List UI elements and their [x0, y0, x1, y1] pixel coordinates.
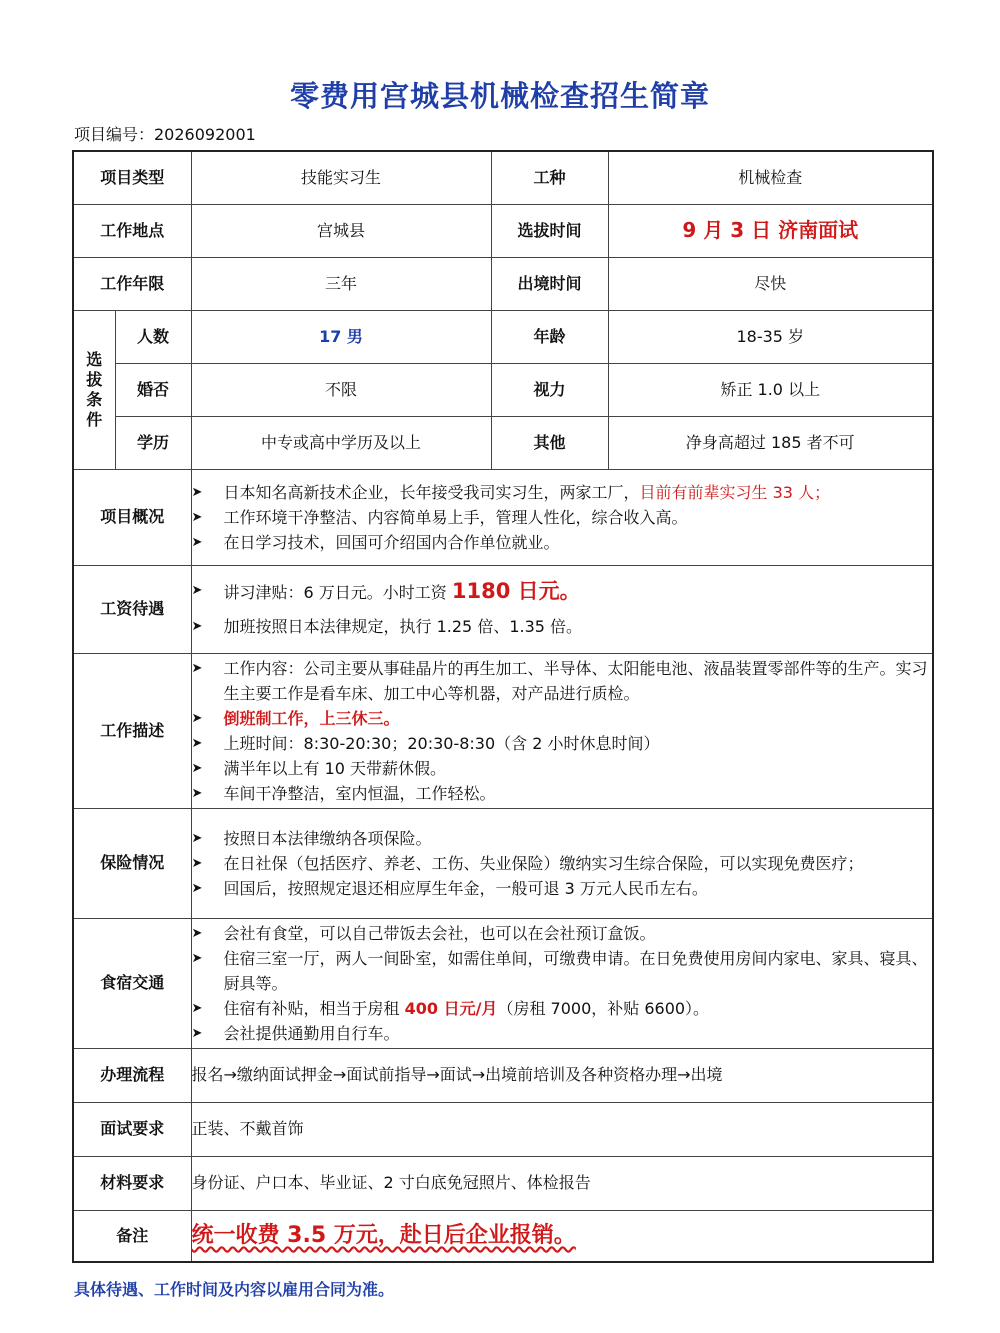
project-type-label: 项目类型 [73, 151, 191, 204]
list-item: ➤ 日本知名高新技术企业，长年接受我司实习生，两家工厂，目前有前辈实习生 33 人； [192, 480, 933, 505]
arrow-bullet-icon: ➤ [191, 950, 203, 966]
arrow-bullet-icon: ➤ [191, 785, 203, 801]
arrow-bullet-icon: ➤ [191, 1025, 203, 1041]
insurance-list [192, 826, 933, 901]
arrow-bullet-icon: ➤ [191, 880, 203, 896]
years-label: 工作年限 [73, 257, 191, 310]
arrow-bullet-icon: ➤ [191, 509, 203, 525]
row-marriage [73, 363, 933, 416]
remarks-value: 统一收费 3.5 万元，赴日后企业报销。 [191, 1223, 576, 1248]
arrow-bullet-icon: ➤ [191, 760, 203, 776]
interview-label: 面试要求 [73, 1102, 191, 1156]
list-item: ➤ 在日社保（包括医疗、养老、工伤、失业保险）缴纳实习生综合保险，可以实现免费医疗； [192, 851, 933, 876]
list-item: ➤ 在日学习技术，回国可介绍国内合作单位就业。 [192, 530, 933, 555]
salary-list [192, 574, 933, 644]
list-item: ➤ 会社有食堂，可以自己带饭去会社，也可以在会社预订盒饭。 [192, 921, 933, 946]
list-item: ➤ 住宿有补贴，相当于房租 400 日元/月（房租 7000，补贴 6600）。 [192, 996, 933, 1021]
insurance-label: 保险情况 [73, 808, 191, 918]
materials-label: 材料要求 [73, 1156, 191, 1210]
years-value: 三年 [191, 257, 491, 310]
list-item: ➤ 工作内容：公司主要从事硅晶片的再生加工、半导体、太阳能电池、液晶装置零部件等的生产。实习生主要工作是看车床、加工中心等机器，对产品进行质检。 [192, 656, 933, 706]
departure-label: 出境时间 [491, 257, 608, 310]
education-label: 学历 [115, 416, 191, 469]
age-label: 年龄 [491, 310, 608, 363]
work-label: 工作描述 [73, 653, 191, 808]
housing-label: 食宿交通 [73, 918, 191, 1048]
row-education [73, 416, 933, 469]
interview-value: 正装、不戴首饰 [191, 1102, 933, 1156]
arrow-bullet-icon: ➤ [191, 660, 203, 676]
selection-time-label: 选拔时间 [491, 204, 608, 257]
row-housing [73, 918, 933, 1048]
rent-highlight: 400 日元/月 [404, 998, 498, 1018]
list-item: ➤ 上班时间：8:30-20:30；20:30-8:30（含 2 小时休息时间） [192, 731, 933, 756]
row-overview [73, 469, 933, 565]
arrow-bullet-icon: ➤ [191, 534, 203, 550]
arrow-bullet-icon: ➤ [191, 735, 203, 751]
footer-note: 具体待遇、工作时间及内容以雇用合同为准。 [74, 1280, 395, 1299]
project-number: 项目编号：2026092001 [74, 125, 256, 144]
conditions-group-label [73, 310, 115, 469]
row-project-type [73, 151, 933, 204]
materials-value: 身份证、户口本、毕业证、2 寸白底免冠照片、体检报告 [191, 1156, 933, 1210]
list-item: ➤ 车间干净整洁，室内恒温，工作轻松。 [192, 781, 933, 806]
vision-label: 视力 [491, 363, 608, 416]
headcount-label: 人数 [115, 310, 191, 363]
arrow-bullet-icon: ➤ [191, 925, 203, 941]
other-value: 净身高超过 185 者不可 [608, 416, 933, 469]
arrow-bullet-icon: ➤ [191, 583, 203, 598]
housing-list [192, 921, 933, 1046]
process-value: 报名→缴纳面试押金→面试前指导→面试→出境前培训及各种资格办理→出境 [191, 1048, 933, 1102]
overview-label: 项目概况 [73, 469, 191, 565]
process-label: 办理流程 [73, 1048, 191, 1102]
location-value: 宫城县 [191, 204, 491, 257]
row-headcount [73, 310, 933, 363]
overview-list [192, 480, 933, 555]
departure-value: 尽快 [608, 257, 933, 310]
list-item: ➤ 住宿三室一厅，两人一间卧室，如需住单间，可缴费申请。在日免费使用房间内家电、家具、寝具、厨具等。 [192, 946, 933, 996]
arrow-bullet-icon: ➤ [191, 1000, 203, 1016]
selection-time-value: 9 月 3 日 济南面试 [682, 218, 859, 242]
headcount-value: 17 男 [319, 326, 363, 346]
arrow-bullet-icon: ➤ [191, 830, 203, 846]
list-item: ➤ 会社提供通勤用自行车。 [192, 1021, 933, 1046]
salary-label: 工资待遇 [73, 565, 191, 653]
row-years [73, 257, 933, 310]
age-value: 18-35 岁 [608, 310, 933, 363]
arrow-bullet-icon: ➤ [191, 619, 203, 634]
remarks-label: 备注 [73, 1210, 191, 1262]
row-insurance [73, 808, 933, 918]
vision-value: 矫正 1.0 以上 [608, 363, 933, 416]
row-salary [73, 565, 933, 653]
list-item: ➤ 讲习津贴：6 万日元。小时工资 1180 日元。 [192, 574, 933, 610]
row-interview [73, 1102, 933, 1156]
list-item: ➤ 满半年以上有 10 天带薪休假。 [192, 756, 933, 781]
row-remarks [73, 1210, 933, 1262]
page-title: 零费用宫城县机械检查招生简章 [289, 79, 710, 113]
project-type-value: 技能实习生 [191, 151, 491, 204]
hourly-wage: 1180 日元。 [451, 579, 581, 603]
list-item: ➤ 按照日本法律缴纳各项保险。 [192, 826, 933, 851]
recruitment-table [72, 150, 934, 1263]
marriage-value: 不限 [191, 363, 491, 416]
shift-highlight: 倒班制工作，上三休三。 [223, 708, 400, 728]
row-work [73, 653, 933, 808]
list-item [192, 706, 933, 731]
list-item: ➤ 加班按照日本法律规定，执行 1.25 倍、1.35 倍。 [192, 610, 933, 644]
other-label: 其他 [491, 416, 608, 469]
marriage-label: 婚否 [115, 363, 191, 416]
row-location [73, 204, 933, 257]
location-label: 工作地点 [73, 204, 191, 257]
row-process [73, 1048, 933, 1102]
row-materials [73, 1156, 933, 1210]
conditions-group-label-text: 选拔条件 [86, 349, 103, 429]
job-type-value: 机械检查 [608, 151, 933, 204]
overview-highlight: 目前有前辈实习生 33 人； [639, 482, 831, 502]
arrow-bullet-icon: ➤ [191, 855, 203, 871]
list-item: ➤ 回国后，按照规定退还相应厚生年金，一般可退 3 万元人民币左右。 [192, 876, 933, 901]
education-value: 中专或高中学历及以上 [191, 416, 491, 469]
job-type-label: 工种 [491, 151, 608, 204]
work-list [192, 656, 933, 806]
list-item: ➤ 工作环境干净整洁、内容简单易上手，管理人性化，综合收入高。 [192, 505, 933, 530]
arrow-bullet-icon: ➤ [191, 484, 203, 500]
arrow-bullet-icon: ➤ [191, 710, 203, 726]
